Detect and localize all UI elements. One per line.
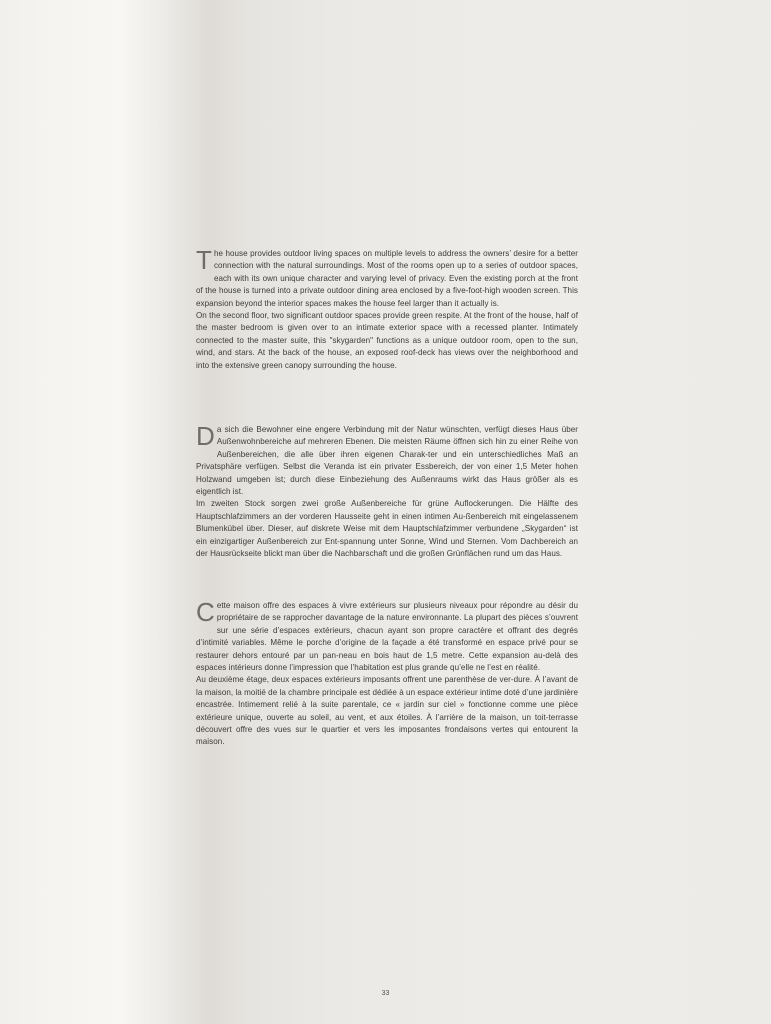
paragraph: Au deuxième étage, deux espaces extérieurs imposants offrent une parenthèse de ver-dure. À l’avant de la maison, la moitié de la chambre principale est dédiée à un espace extérieur intime doté d’une jardinière encastrée. Intimement relié à la suite parentale, ce « jardin sur ciel » fonctionne comme une pièce extérieure unique, ouverte au soleil, au vent, et aux étoiles. À l’arrière de la maison, un toit-terrasse découvert offre des vues sur le quartier et vers les imposantes frondaisons vertes qui entourent la maison. bbox=[196, 675, 578, 747]
text-block-english bbox=[196, 245, 578, 372]
paragraph-text: a sich die Bewohner eine engere Verbindung mit der Natur wünschten, verfügt dieses Haus über Außenwohnbereiche auf mehreren Ebenen. Die meisten Räume öffnen sich hin zu einer Reihe von Außenbereichen, die alle über ihren eigenen Charak-ter und ein unterschiedliches Maß an Privatsphäre verfügen. Selbst die Veranda ist ein privater Essbereich, der von einer 1,5 Meter hohen Holzwand umgeben ist; durch diese Einbeziehung des Außenraums wirkt das Haus größer als es eigentlich ist. bbox=[196, 425, 578, 497]
paragraph: On the second floor, two significant outdoor spaces provide green respite. At the front of the house, half of the master bedroom is given over to an intimate exterior space with a recessed planter. Intimately connected to the master suite, this "skygarden" functions as a unique outdoor room, open to the sun, wind, and stars. At the back of the house, an exposed roof-deck has views over the neighborhood and into the extensive green canopy surrounding the house. bbox=[196, 311, 578, 370]
paragraph bbox=[196, 597, 578, 674]
paragraph-text: ette maison offre des espaces à vivre extérieurs sur plusieurs niveaux pour répondre au désir du propriétaire de se rapprocher davantage de la nature environnante. La plupart des pièces s’ouvrent sur une série d’espaces extérieurs, chacun ayant son propre caractère et offrant des degrés d’intimité variables. Même le porche d’origine de la façade a été transformé en espace privé pour se restaurer dehors entouré par un pan-neau en bois haut de 1,5 metre. Cette expansion au-delà des espaces intérieurs donne l’impression que l’habitation est plus grande qu’elle ne l’est en réalité. bbox=[196, 601, 578, 673]
drop-cap: C bbox=[196, 597, 215, 627]
drop-cap: T bbox=[196, 245, 212, 275]
paragraph: Im zweiten Stock sorgen zwei große Außenbereiche für grüne Auflockerungen. Die Hälfte des Hauptschlafzimmers an der vorderen Hausseite geht in einen intimen Au-ßenbereich mit eingelassenem Blumenkübel über. Dieser, auf diskrete Weise mit dem Hauptschlafzimmer verbundene „Skygarden“ ist ein einzigartiger Außenbereich zur Ent-spannung unter Sonne, Wind und Sternen. Vom Dachbereich an der Hausrückseite blickt man über die Nachbarschaft und die großen Grünflächen rund um das Haus. bbox=[196, 499, 578, 559]
paragraph-text: he house provides outdoor living spaces on multiple levels to address the owners’ desire for a better connection with the natural surroundings. Most of the rooms open up to a series of outdoor spaces, each with its own unique character and varying level of privacy. Even the existing porch at the front of the house is turned into a private outdoor dining area enclosed by a five-foot-high wooden screen. This expansion beyond the interior spaces makes the house feel larger than it actually is. bbox=[196, 249, 578, 308]
drop-cap: D bbox=[196, 421, 215, 451]
paragraph bbox=[196, 245, 578, 310]
paragraph bbox=[196, 421, 578, 498]
text-block-french bbox=[196, 597, 578, 749]
text-block-german bbox=[196, 421, 578, 560]
page-number: 33 bbox=[381, 990, 390, 997]
